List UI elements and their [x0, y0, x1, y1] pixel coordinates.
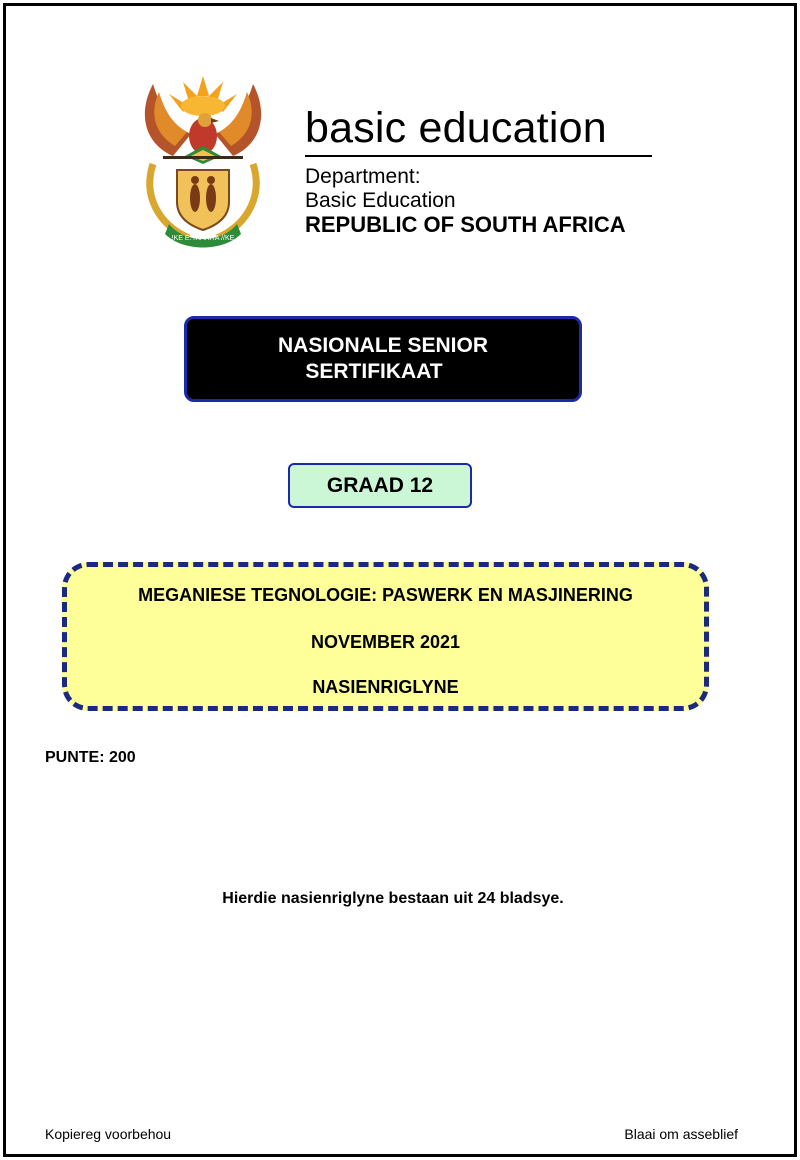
- page-count-note: Hierdie nasienriglyne bestaan uit 24 bladsye.: [222, 890, 564, 907]
- turn-over-notice: Blaai om asseblief: [624, 1126, 738, 1142]
- certificate-banner: [184, 316, 582, 402]
- svg-text:!KE E: /XARRA //KE: !KE E: /XARRA //KE: [171, 235, 235, 242]
- country-name: REPUBLIC OF SOUTH AFRICA: [305, 212, 626, 237]
- exam-session: NOVEMBER 2021: [310, 632, 461, 652]
- department-name: Basic Education: [305, 189, 456, 212]
- document-type: NASIENRIGLYNE: [312, 677, 459, 697]
- sun-icon: [169, 76, 237, 116]
- subject-panel: [62, 562, 709, 711]
- total-marks: PUNTE: 200: [45, 749, 136, 766]
- brand-title: basic education: [305, 104, 607, 152]
- department-label: Department:: [305, 165, 421, 188]
- subject-title: MEGANIESE TEGNOLOGIE: PASWERK EN MASJINERING: [138, 585, 633, 605]
- certificate-line-1: NASIONALE SENIOR: [277, 334, 489, 357]
- grade-badge: GRAAD 12: [288, 463, 472, 508]
- copyright-notice: Kopiereg voorbehou: [45, 1126, 172, 1142]
- certificate-line-2: SERTIFIKAAT: [305, 360, 443, 383]
- coat-of-arms-logo: [133, 74, 273, 250]
- shield-icon: [177, 170, 229, 230]
- brand-underline: [305, 155, 652, 157]
